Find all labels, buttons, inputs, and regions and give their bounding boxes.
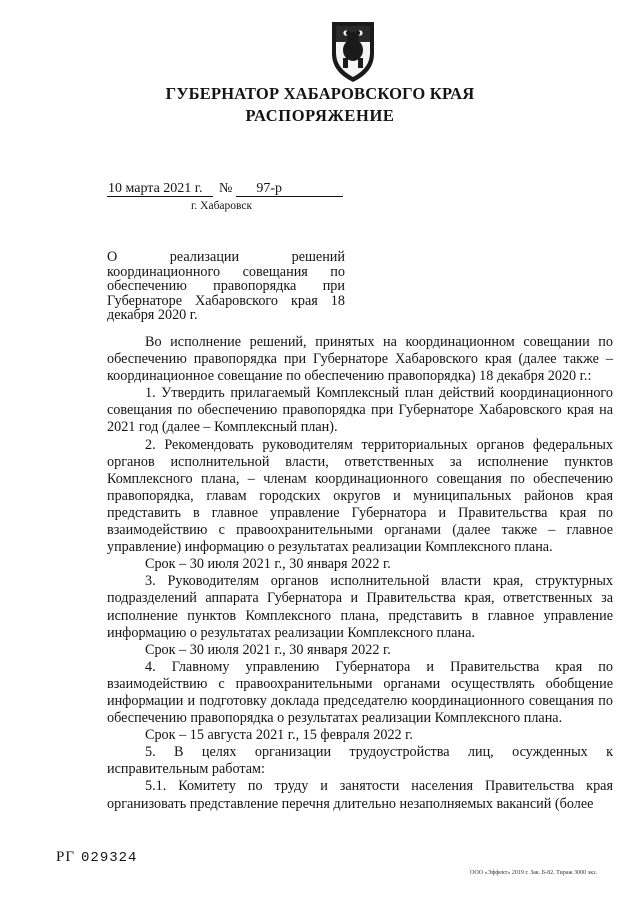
document-number: 97-р — [236, 182, 343, 197]
paragraph-5-1: 5.1. Комитету по труду и занятости населения Правительства края организовать представление перечня длительно незаполняемых вакансий (более — [107, 778, 613, 812]
deadline-3: Срок – 30 июля 2021 г., 30 января 2022 г. — [145, 641, 391, 658]
coat-of-arms-icon — [328, 20, 378, 84]
document-body — [107, 334, 613, 813]
document-type: РАСПОРЯЖЕНИЕ — [245, 106, 395, 125]
deadline-4: Срок – 15 августа 2021 г., 15 февраля 2022 г. — [145, 727, 413, 744]
paragraph-4: 4. Главному управлению Губернатора и Правительства края по взаимодействию с правоохранительными органами осуществлять обобщение информации и подготовку доклада председателю координационного совещания по обеспечению правопорядка о результатах реализации Комплексного плана. — [107, 658, 613, 727]
date-number-line — [107, 181, 343, 197]
paragraph-2: 2. Рекомендовать руководителям территориальных органов федеральных органов исполнительной власти, ответственных за исполнение пунктов Комплексного плана, – членам координационного совещания по обеспечению правопорядка, главам городских округов и муниципальных районов края представить в главное управление Губернатора и Правительства края по взаимодействию с правоохранительными органами (далее также – главное управление) информацию о результатах реализации Комплексного плана. — [107, 436, 613, 556]
paragraph-1: 1. Утвердить прилагаемый Комплексный план действий координационного совещания по обеспечению правопорядка при Губернаторе Хабаровского края на 2021 год (далее – Комплексный план). — [107, 385, 613, 436]
document-date: 10 марта 2021 г. — [107, 182, 213, 197]
form-serial — [56, 849, 137, 866]
paragraph-3: 3. Руководителям органов исполнительной власти края, структурных подразделений аппарата Губернатора и Правительства края, ответственных за исполнение пунктов Комплексного плана, представить в главное управление информацию о результатах реализации Комплексного плана. — [107, 573, 613, 641]
paragraph-5: 5. В целях организации трудоустройства лиц, осужденных к исправительным работам: — [107, 744, 613, 778]
printer-note: ООО «Эффект» 2019 г. Зак. Б-82. Тираж 3000 экз. — [470, 870, 597, 876]
document-subject: О реализации решений координационного совещания по обеспечению правопорядка при Губернаторе Хабаровского края 18 декабря 2020 г. — [107, 249, 345, 324]
form-serial-number: 029324 — [81, 850, 138, 866]
deadline-2: Срок – 30 июля 2021 г., 30 января 2022 г. — [145, 556, 391, 573]
form-series: РГ — [56, 849, 76, 865]
document-city: г. Хабаровск — [191, 200, 253, 212]
paragraph-preamble: Во исполнение решений, принятых на координационном совещании по обеспечению правопорядка при Губернаторе Хабаровского края (далее также – координационное совещание по обеспечению правопорядка) 18 декабря 2020 г.: — [107, 334, 613, 385]
number-sign: № — [219, 181, 233, 196]
org-title: ГУБЕРНАТОР ХАБАРОВСКОГО КРАЯ — [165, 84, 475, 103]
